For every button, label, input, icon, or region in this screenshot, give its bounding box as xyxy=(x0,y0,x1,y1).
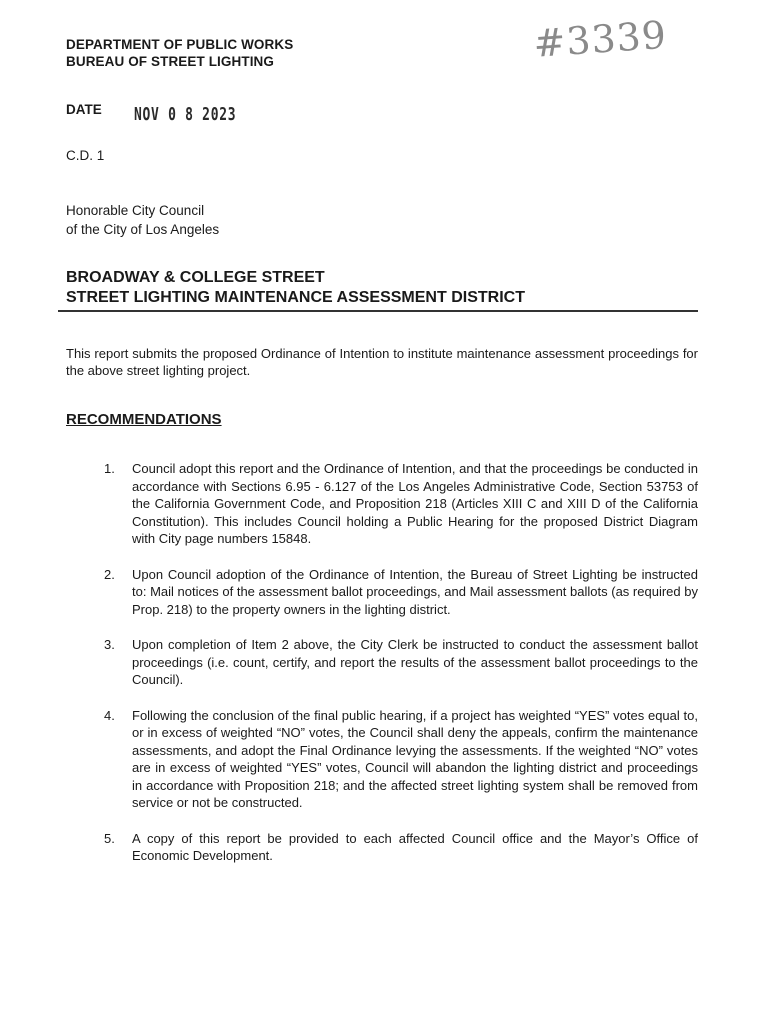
recommendations-list xyxy=(104,460,698,883)
council-district: C.D. 1 xyxy=(66,148,105,163)
list-item-text: Following the conclusion of the final public hearing, if a project has weighted “YES” votes equal to, or in excess of weighted “NO” votes, the Council shall deny the appeals, confirm the maintenance assessments, and adopt the Final Ordinance levying the assessments. If the weighted “NO” votes are in excess of weighted “YES” votes, Council will abandon the lighting district and proceedings in accordance with Proposition 218; and the affected street lighting system shall be removed from service or not be constructed. xyxy=(132,707,698,810)
letterhead xyxy=(66,36,293,70)
list-item-text: Upon completion of Item 2 above, the City Clerk be instructed to conduct the assessment ballot proceedings (i.e. count, certify, and report the results of the assessment ballot proceedings to the Council). xyxy=(132,637,698,687)
list-item-text: Upon Council adoption of the Ordinance of Intention, the Bureau of Street Lighting be instructed to: Mail notices of the assessment ballot proceedings, and Mail assessment ballots (as required by Prop. 218) to the property owners in the lighting district. xyxy=(132,566,698,617)
report-title-line-1: BROADWAY & COLLEGE STREET xyxy=(66,269,325,286)
addressee-line-1: Honorable City Council xyxy=(66,203,205,218)
list-item-text: Council adopt this report and the Ordinance of Intention, and that the proceedings be conducted in accordance with Sections 6.95 - 6.127 of the Los Angeles Administrative Code, Section 53753 of the California Government Code, and Proposition 218 (Articles XIII C and XIII D of the California Constitution). This includes Council holding a Public Hearing for the proposed District Diagram with City page numbers 15848. xyxy=(132,461,698,546)
report-title xyxy=(66,268,525,308)
date-label: DATE xyxy=(66,102,102,117)
list-item-number: 3. xyxy=(104,637,115,652)
addressee-line-2: of the City of Los Angeles xyxy=(66,222,220,237)
list-item xyxy=(104,636,698,689)
list-item xyxy=(104,707,698,812)
list-item-number: 5. xyxy=(104,830,115,846)
bureau-name: BUREAU OF STREET LIGHTING xyxy=(66,54,274,69)
department-name: DEPARTMENT OF PUBLIC WORKS xyxy=(66,37,294,52)
list-item-number: 1. xyxy=(104,461,115,476)
list-item xyxy=(104,566,698,619)
recommendations-heading: RECOMMENDATIONS xyxy=(66,411,222,428)
addressee xyxy=(66,201,219,239)
list-item xyxy=(104,460,698,548)
report-title-line-2: STREET LIGHTING MAINTENANCE ASSESSMENT DISTRICT xyxy=(66,289,525,306)
list-item-number: 4. xyxy=(104,707,115,723)
handwritten-file-number: #3339 xyxy=(532,12,669,66)
date-stamp: NOV 0 8 2023 xyxy=(134,104,237,125)
intro-paragraph: This report submits the proposed Ordinance of Intention to institute maintenance assessment proceedings for the above street lighting project. xyxy=(66,346,698,378)
list-item-text: A copy of this report be provided to each affected Council office and the Mayor’s Office of Economic Development. xyxy=(132,830,698,863)
list-item-number: 2. xyxy=(104,566,115,582)
list-item xyxy=(104,830,698,865)
title-underline xyxy=(58,310,698,312)
